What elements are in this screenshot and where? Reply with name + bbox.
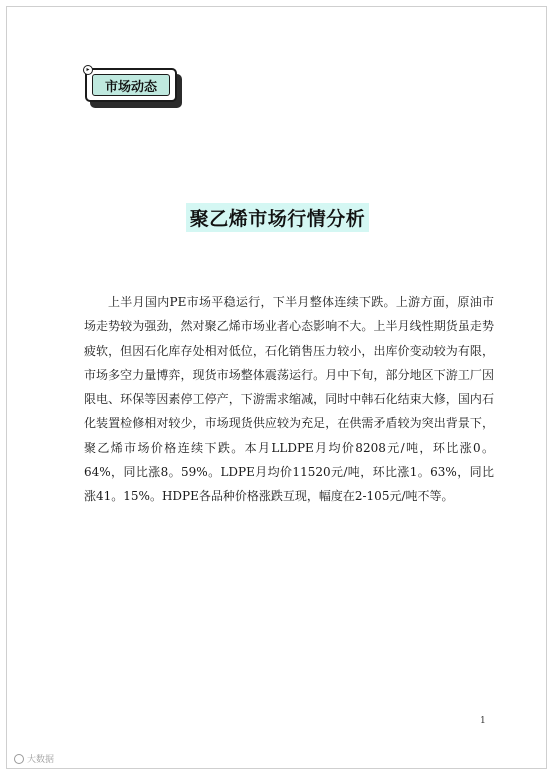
title-container [0,203,555,232]
play-icon: ▸ [83,65,93,75]
badge-label: 市场动态 [92,74,170,96]
page-number: 1 [480,716,486,726]
watermark-logo-icon [14,754,24,764]
section-badge [85,68,185,110]
watermark [14,752,54,765]
body-paragraph: 上半月国内PE市场平稳运行，下半月整体连续下跌。上游方面，原油市场走势较为强劲，然对聚乙烯市场业者心态影响不大。上半月线性期货虽走势疲软，但因石化库存处相对低位，石化销售压力较小，出库价变动较为有限，市场多空力量博弈，现货市场整体震荡运行。月中下旬，部分地区下游工厂因限电、环保等因素停工停产，下游需求缩减，同时中韩石化结束大修，国内石化装置检修相对较少，市场现货供应较为充足，在供需矛盾较为突出背景下，聚乙烯市场价格连续下跌。本月LLDPE月均价8208元/吨，环比涨0。64%，同比涨8。59%。LDPE月均价11520元/吨，环比涨1。63%，同比涨41。15%。HDPE各品种价格涨跌互现，幅度在2-105元/吨不等。 [84,295,494,504]
page-title: 聚乙烯市场行情分析 [186,203,370,232]
watermark-text: 大数据 [27,755,55,765]
badge-frame [85,68,177,102]
